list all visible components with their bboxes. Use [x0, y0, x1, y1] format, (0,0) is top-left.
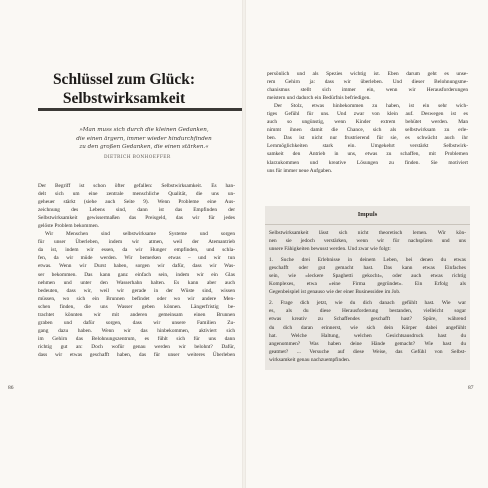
chapter-title-line-2: Selbstwirksamkeit — [62, 90, 186, 107]
text-line: für unser Überleben, indem wir atmen, weil der Atemantrieb — [38, 239, 235, 246]
text-line: rem Gehirn ja: dass wir überleben. Und dieser Belohnungsme- — [267, 79, 468, 86]
text-line: geschafft oder gut gemacht hast. Das kann etwas Einfaches — [269, 265, 466, 272]
quote-line: »Man muss sich durch die kleinen Gedanken, — [79, 127, 209, 133]
text-line: nehmen und unter den Wasserhahn halten. Es kann aber auch — [38, 279, 235, 286]
left-page — [0, 0, 242, 488]
text-line: Selbstwirksamkeit lässt sich nicht theoretisch lernen. Wir kön- — [269, 230, 466, 236]
text-line: ser bekommen. Das kann ganz einfach sein, indem wir ein Glas — [38, 271, 235, 278]
impuls-box — [265, 206, 470, 370]
chapter-title-block — [38, 70, 238, 108]
text-line: klarzukommen und kreative Lösungen zu finden. Sie motiviert — [267, 159, 468, 166]
text-line: dass wir etwas geschafft haben, das für unser weiteres Überleben — [38, 351, 235, 358]
chapter-title — [44, 70, 204, 108]
text-line: Gegenbeispiel ist genauso wie der einer Businessidee im Job. — [269, 289, 401, 296]
right-body-text — [267, 70, 468, 175]
text-line: auch so ungünstig, wenn Kinder extrem behütet werden. Man — [267, 119, 468, 126]
impuls-header — [265, 206, 470, 225]
text-line: graben und dafür sorgen, dass wir unsere Familien Zu- — [38, 319, 235, 326]
text-line: unsere Fähigkeiten bewusst werden. Und zwar wie folgt: — [269, 246, 391, 253]
text-line: ben. Das ist nicht nur frustrierend für sie, es schwächt auch ihr — [267, 135, 468, 142]
quote-line: die einen ärgern, immer wieder hindurchfinden — [76, 135, 212, 142]
quote-line: zu den großen Gedanken, die einen stärken.« — [79, 144, 209, 151]
text-line: samkeit den Antrieb in uns, etwas zu schaffen, mit Problemen — [267, 151, 468, 158]
text-line: Lernmöglichkeiten stark ein. Umgekehrt verstärkt Selbstwirk- — [267, 143, 468, 150]
text-line: nimmt ihnen damit die Chance, sich als selbstwirksam zu erle- — [267, 127, 468, 134]
text-line: im Gehirn das Belohnungszentrum, es fühlt sich für uns dann — [38, 335, 235, 342]
text-line: schen finden, die uns Wasser geben können. Längerfristig be- — [38, 303, 235, 310]
text-line: angenommen? Was haben deine Hände gemacht? Wie hast du — [269, 340, 466, 347]
text-line: 1. Suche drei Erlebnisse in deinem Leben, bei denen du etwas — [269, 257, 466, 264]
text-line: wirksamkeit genau nachzuempfinden. — [269, 356, 351, 363]
text-line: sein, wie »leckere Spaghetti gekocht«, oder auch etwas richtig — [269, 273, 466, 280]
text-line: chanismus stellt sich immer ein, wenn wir Herausforderungen — [267, 87, 468, 94]
text-line: müssen, wo sich ein Brunnen befindet oder wo wir andere Men- — [38, 295, 235, 302]
text-line: etwas kreativ zu Schaffendes geschafft hast? Spüre, während — [269, 316, 466, 323]
text-line: etwas. Wenn wir Durst haben, sorgen wir dafür, dass wir Was- — [38, 263, 235, 270]
chapter-title-line-1: Schlüssel zum Glück: — [52, 71, 196, 88]
text-line: delt sich um eine zentrale menschliche Qualität, die uns un- — [38, 191, 235, 198]
text-line: gelöste Problem bekommen. — [38, 223, 99, 230]
text-line: hat. Welche Haltung, welchen Gesichtsausdruck hast du — [269, 332, 466, 339]
text-line: geheuer stärkt (siehe auch Seite 9). Wenn Probleme eine Aus- — [38, 199, 235, 206]
text-line: tiges Gefühl für uns. Und zwar von klein auf. Deswegen ist es — [267, 111, 468, 118]
quote-author: DIETRICH BONHOEFFER — [104, 155, 171, 160]
right-page — [246, 0, 488, 488]
impuls-title: Impuls — [357, 211, 378, 218]
text-line: Wir Menschen sind selbstwirksame Systeme und sorgen — [45, 231, 235, 238]
text-line: fen, da wir müde werden. Wir bemerken etwas – und wir tun — [38, 255, 235, 262]
text-line: uns für immer neue Aufgaben. — [267, 167, 333, 174]
text-line: Der Begriff ist schon öfter gefallen: Selbstwirksamkeit. Es han- — [38, 183, 235, 189]
text-line: nen sie jedoch verstärken, wenn wir für nachspüren und uns — [269, 238, 466, 245]
title-rule — [38, 108, 242, 111]
text-line: du dich daran erinnerst, wie sich dein Körper dabei angefühlt — [269, 324, 466, 331]
text-line: Selbstwirksamkeit gewissermaßen das Preisgeld, das wir für jedes — [38, 215, 235, 222]
text-line: trachtet könnten wir mit anderen gemeinsam einen Brunnen — [38, 311, 235, 318]
text-line: persönlich und als Spezies wichtig ist. Eben darum geht es unse- — [267, 71, 468, 77]
text-line: 2. Frage dich jetzt, wie du dich danach gefühlt hast. Wie war — [269, 300, 466, 307]
text-line: meistern und dadurch ein Bedürfnis befriedigen. — [267, 95, 371, 102]
text-line: zeichnung des Lebens sind, dann ist das Empfinden der — [38, 207, 235, 214]
epigraph-quote — [60, 126, 228, 152]
text-line: gang dazu haben. Wenn wir das hinbekommen, aktiviert sich — [38, 327, 235, 334]
text-line: da ist, indem wir essen, da wir Hunger empfinden, und schla- — [38, 247, 235, 254]
text-line: es, als du diese Herausforderung bestanden, vielleicht sogar — [269, 308, 466, 315]
left-body-text — [38, 182, 235, 359]
text-line: richtig gut an: Doch wofür genau werden wir belohnt? Dafür, — [38, 343, 235, 350]
page-number-right: 87 — [468, 385, 474, 391]
page-number-left: 86 — [8, 385, 14, 391]
text-line: geatmet? ... Versuche auf diese Weise, das Gefühl von Selbst- — [269, 348, 466, 355]
text-line: Der Stolz, etwas hinbekommen zu haben, ist ein sehr wich- — [274, 103, 468, 110]
text-line: Komplexes, etwa »eine Firma gegründet«. Ein Erfolg als — [269, 281, 466, 288]
impuls-text — [269, 229, 466, 364]
text-line: bedeuten, dass wir, weil wir gerade in der Wüste sind, wissen — [38, 287, 235, 294]
